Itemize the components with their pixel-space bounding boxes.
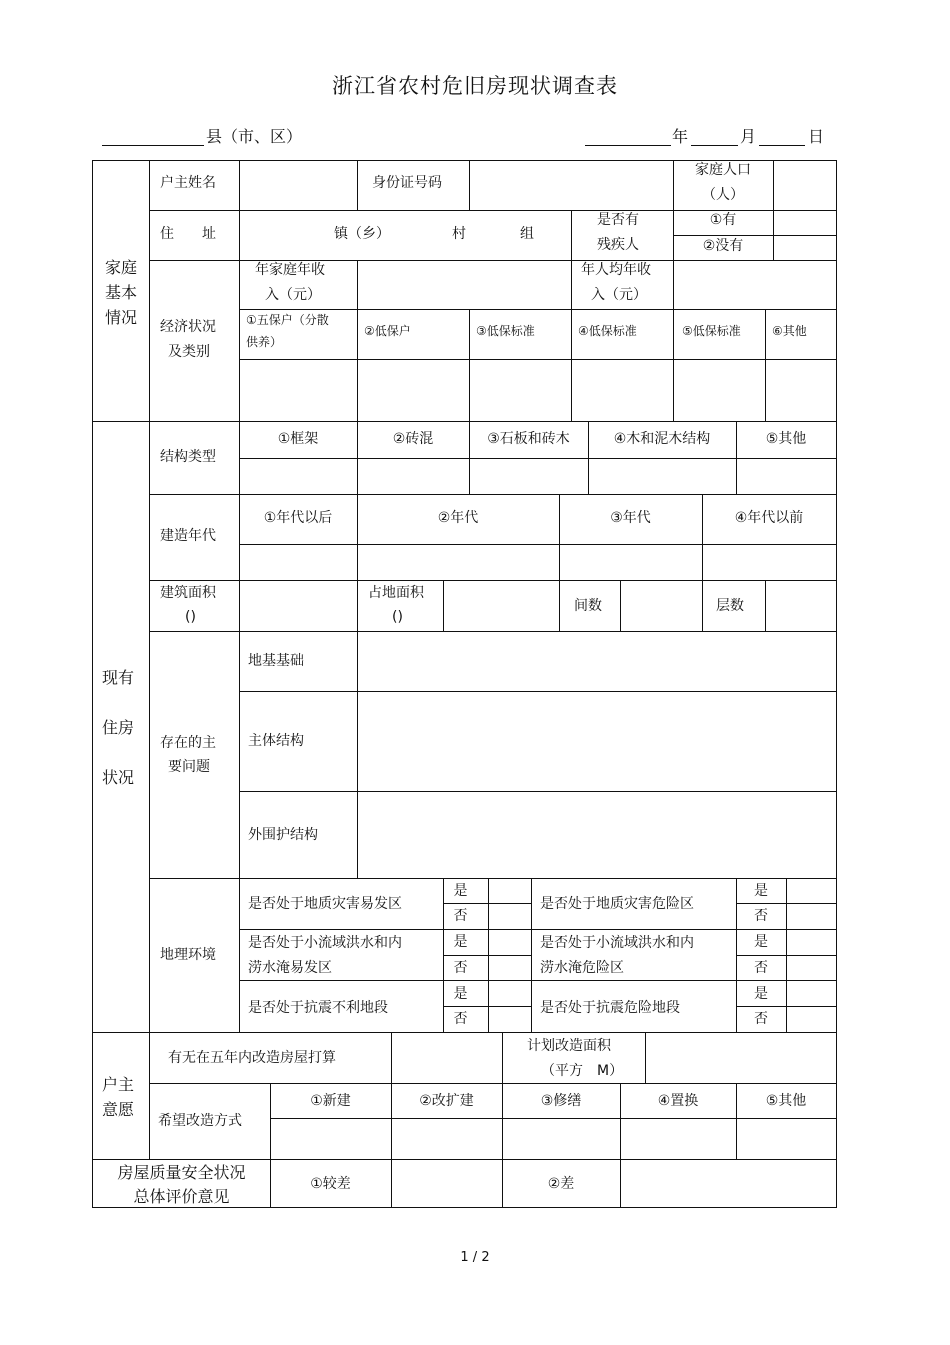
geo-item-2: 是否处于地质灾害危险区 bbox=[540, 896, 694, 912]
floors-label: 层数 bbox=[716, 598, 744, 614]
category-4: ④低保标准 bbox=[578, 324, 637, 338]
category-6: ⑥其他 bbox=[772, 324, 807, 338]
year-label: 年 bbox=[672, 127, 689, 146]
day-blank[interactable] bbox=[759, 145, 805, 146]
wishes-section-line2: 意愿 bbox=[101, 1100, 134, 1119]
wishes-section-line1: 户主 bbox=[101, 1075, 134, 1094]
page-number: 1 / 2 bbox=[460, 1250, 490, 1265]
geo-6-no: 否 bbox=[754, 1011, 768, 1027]
structure-option-4: ④木和泥木结构 bbox=[613, 431, 711, 447]
family-section-line1: 家庭 bbox=[104, 258, 137, 277]
owner-name-label: 户主姓名 bbox=[160, 175, 216, 191]
category-1-line1: ①五保户（分散 bbox=[246, 313, 329, 327]
housing-section-line1: 现有 bbox=[101, 668, 134, 687]
housing-section-line2: 住房 bbox=[101, 718, 134, 737]
planned-area-label-2: （平方 M） bbox=[541, 1063, 624, 1079]
disabled-no-option: ②没有 bbox=[702, 238, 744, 254]
geo-item-4-line1: 是否处于小流域洪水和内 bbox=[540, 935, 694, 951]
geo-item-6: 是否处于抗震危险地段 bbox=[540, 1000, 680, 1016]
year-option-2: ②年代 bbox=[437, 510, 479, 526]
family-section-line3: 情况 bbox=[104, 308, 137, 327]
geo-item-4-line2: 涝水淹危险区 bbox=[540, 960, 624, 976]
disabled-label-1: 是否有 bbox=[597, 212, 639, 228]
structure-option-3: ③石板和砖木 bbox=[487, 431, 570, 447]
plan-question-label: 有无在五年内改造房屋打算 bbox=[168, 1050, 336, 1066]
family-section-line2: 基本 bbox=[104, 283, 137, 302]
geo-6-yes: 是 bbox=[754, 986, 768, 1002]
geo-2-no: 否 bbox=[754, 908, 768, 924]
category-2: ②低保户 bbox=[364, 324, 411, 338]
page-title: 浙江省农村危旧房现状调查表 bbox=[332, 74, 618, 98]
geo-item-1: 是否处于地质灾害易发区 bbox=[248, 896, 402, 912]
village-label: 村 bbox=[452, 226, 466, 242]
method-option-2: ②改扩建 bbox=[419, 1093, 474, 1109]
disabled-label-2: 残疾人 bbox=[597, 237, 639, 253]
building-area-label-1: 建筑面积 bbox=[160, 585, 216, 601]
per-capita-income-label-2: 入（元） bbox=[591, 287, 647, 303]
county-suffix: 县（市、区） bbox=[206, 127, 303, 146]
household-size-label-1: 家庭人口 bbox=[695, 162, 751, 178]
disabled-yes-option: ①有 bbox=[709, 212, 737, 228]
main-structure-label: 主体结构 bbox=[248, 733, 304, 749]
geo-item-3-line2: 涝水淹易发区 bbox=[248, 960, 332, 976]
geo-env-label: 地理环境 bbox=[160, 947, 216, 963]
geo-1-yes: 是 bbox=[453, 883, 468, 899]
year-option-4: ④年代以前 bbox=[734, 510, 804, 526]
geo-item-5: 是否处于抗震不利地段 bbox=[248, 1000, 388, 1016]
structure-option-1: ①框架 bbox=[277, 431, 319, 447]
structure-option-2: ②砖混 bbox=[392, 431, 434, 447]
id-number-label: 身份证号码 bbox=[372, 175, 442, 191]
evaluation-label-1: 房屋质量安全状况 bbox=[117, 1163, 246, 1182]
month-label: 月 bbox=[740, 127, 757, 146]
method-label: 希望改造方式 bbox=[158, 1113, 242, 1129]
geo-4-yes: 是 bbox=[754, 934, 768, 950]
group-label: 组 bbox=[520, 226, 534, 242]
geo-5-no: 否 bbox=[453, 1011, 468, 1027]
geo-3-yes: 是 bbox=[453, 934, 468, 950]
foundation-label: 地基基础 bbox=[248, 653, 304, 669]
annual-income-label-1: 年家庭年收 bbox=[255, 262, 325, 278]
planned-area-label-1: 计划改造面积 bbox=[527, 1038, 611, 1054]
economic-status-label-1: 经济状况 bbox=[160, 319, 216, 335]
structure-type-label: 结构类型 bbox=[160, 449, 216, 465]
household-size-label-2: （人） bbox=[702, 187, 744, 203]
category-5: ⑤低保标准 bbox=[682, 324, 741, 338]
main-problems-label-2: 要问题 bbox=[168, 759, 210, 775]
main-problems-label-1: 存在的主 bbox=[160, 735, 216, 751]
county-blank[interactable] bbox=[102, 145, 204, 146]
method-option-5: ⑤其他 bbox=[765, 1093, 807, 1109]
geo-2-yes: 是 bbox=[754, 883, 768, 899]
evaluation-option-1: ①较差 bbox=[310, 1176, 351, 1192]
rooms-label: 间数 bbox=[574, 598, 602, 614]
year-option-3: ③年代 bbox=[610, 510, 651, 526]
evaluation-option-2: ②差 bbox=[547, 1176, 575, 1192]
land-area-label-2: () bbox=[392, 609, 403, 625]
evaluation-label-2: 总体评价意见 bbox=[133, 1187, 230, 1206]
category-1-line2: 供养） bbox=[246, 335, 283, 349]
town-label: 镇（乡） bbox=[334, 226, 390, 242]
category-3: ③低保标准 bbox=[476, 324, 535, 338]
geo-item-3-line1: 是否处于小流域洪水和内 bbox=[248, 935, 402, 951]
economic-status-label-2: 及类别 bbox=[168, 344, 210, 360]
geo-5-yes: 是 bbox=[453, 986, 468, 1002]
structure-option-5: ⑤其他 bbox=[765, 431, 807, 447]
year-option-1: ①年代以后 bbox=[263, 510, 333, 526]
day-label: 日 bbox=[808, 127, 825, 146]
geo-3-no: 否 bbox=[453, 960, 468, 976]
building-area-label-2: () bbox=[185, 609, 196, 625]
land-area-label-1: 占地面积 bbox=[368, 585, 424, 601]
annual-income-label-2: 入（元） bbox=[265, 287, 321, 303]
year-blank[interactable] bbox=[585, 145, 671, 146]
geo-4-no: 否 bbox=[754, 960, 768, 976]
geo-1-no: 否 bbox=[453, 908, 468, 924]
method-option-1: ①新建 bbox=[310, 1093, 351, 1109]
method-option-4: ④置换 bbox=[657, 1093, 699, 1109]
build-year-label: 建造年代 bbox=[160, 528, 216, 544]
per-capita-income-label-1: 年人均年收 bbox=[581, 262, 651, 278]
method-option-3: ③修缮 bbox=[540, 1093, 582, 1109]
housing-section-line3: 状况 bbox=[101, 768, 134, 787]
month-blank[interactable] bbox=[691, 145, 738, 146]
address-label: 住 址 bbox=[160, 226, 216, 242]
enclosure-label: 外围护结构 bbox=[248, 827, 318, 843]
